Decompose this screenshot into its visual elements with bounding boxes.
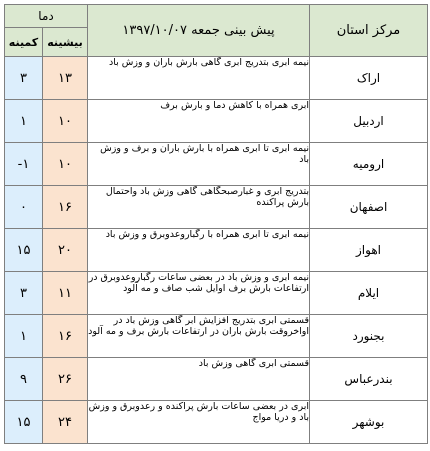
forecast-column-header: پیش بینی جمعه ۱۳۹۷/۱۰/۰۷ — [88, 5, 310, 57]
max-temp-cell: ۱۰ — [43, 143, 88, 186]
max-temp-header: بیشینه — [43, 28, 88, 57]
min-temp-cell: ۱ — [5, 100, 43, 143]
city-cell: بوشهر — [310, 401, 428, 444]
max-temp-cell: ۱۰ — [43, 100, 88, 143]
forecast-cell: نیمه ابری تا ابری همراه با بارش باران و برف و وزش باد — [88, 143, 310, 186]
forecast-cell: نیمه ابری بتدریج ابری گاهی بارش باران و وزش باد — [88, 57, 310, 100]
table-row — [5, 143, 428, 186]
min-temp-header: کمینه — [5, 28, 43, 57]
min-temp-cell: ۳ — [5, 272, 43, 315]
forecast-cell: بتدریج ابری و غبارصبحگاهی گاهی وزش باد واحتمال بارش پراکنده — [88, 186, 310, 229]
table-row — [5, 100, 428, 143]
max-temp-cell: ۱۶ — [43, 186, 88, 229]
city-cell: اصفهان — [310, 186, 428, 229]
min-temp-cell: ۹ — [5, 358, 43, 401]
table-row — [5, 272, 428, 315]
city-cell: اردبیل — [310, 100, 428, 143]
city-cell: بندرعباس — [310, 358, 428, 401]
min-temp-cell: -۱ — [5, 143, 43, 186]
max-temp-cell: ۱۱ — [43, 272, 88, 315]
min-temp-cell: ۰ — [5, 186, 43, 229]
max-temp-cell: ۲۰ — [43, 229, 88, 272]
min-temp-cell: ۳ — [5, 57, 43, 100]
min-temp-cell: ۱۵ — [5, 401, 43, 444]
city-cell: اهواز — [310, 229, 428, 272]
forecast-cell: ابری همراه با کاهش دما و بارش برف — [88, 100, 310, 143]
forecast-cell: قسمتی ابری بتدریج افزایش ابر گاهی وزش باد در اواخروقت بارش باران در ارتفاعات بارش برف و مه آلود — [88, 315, 310, 358]
city-cell: اراک — [310, 57, 428, 100]
city-column-header: مرکز استان — [310, 5, 428, 57]
max-temp-cell: ۲۶ — [43, 358, 88, 401]
table-row — [5, 315, 428, 358]
forecast-cell: قسمتی ابری گاهی وزش باد — [88, 358, 310, 401]
forecast-table — [4, 4, 428, 444]
forecast-cell: نیمه ابری و وزش باد در بعضی ساعات رگباروعدوبرق در ارتفاعات بارش برف اوایل شب صاف و مه آلود — [88, 272, 310, 315]
forecast-cell: ابری در بعضی ساعات بارش پراکنده و رعدوبرق و وزش باد و دریا مواج — [88, 401, 310, 444]
table-row — [5, 229, 428, 272]
max-temp-cell: ۲۴ — [43, 401, 88, 444]
table-row — [5, 358, 428, 401]
table-row — [5, 57, 428, 100]
table-row — [5, 401, 428, 444]
city-cell: بجنورد — [310, 315, 428, 358]
city-cell: ایلام — [310, 272, 428, 315]
temperature-group-header: دما — [5, 5, 88, 28]
max-temp-cell: ۱۶ — [43, 315, 88, 358]
min-temp-cell: ۱ — [5, 315, 43, 358]
forecast-cell: نیمه ابری تا ابری همراه با رگباروعدوبرق و وزش باد — [88, 229, 310, 272]
city-cell: ارومیه — [310, 143, 428, 186]
table-row — [5, 186, 428, 229]
max-temp-cell: ۱۳ — [43, 57, 88, 100]
min-temp-cell: ۱۵ — [5, 229, 43, 272]
